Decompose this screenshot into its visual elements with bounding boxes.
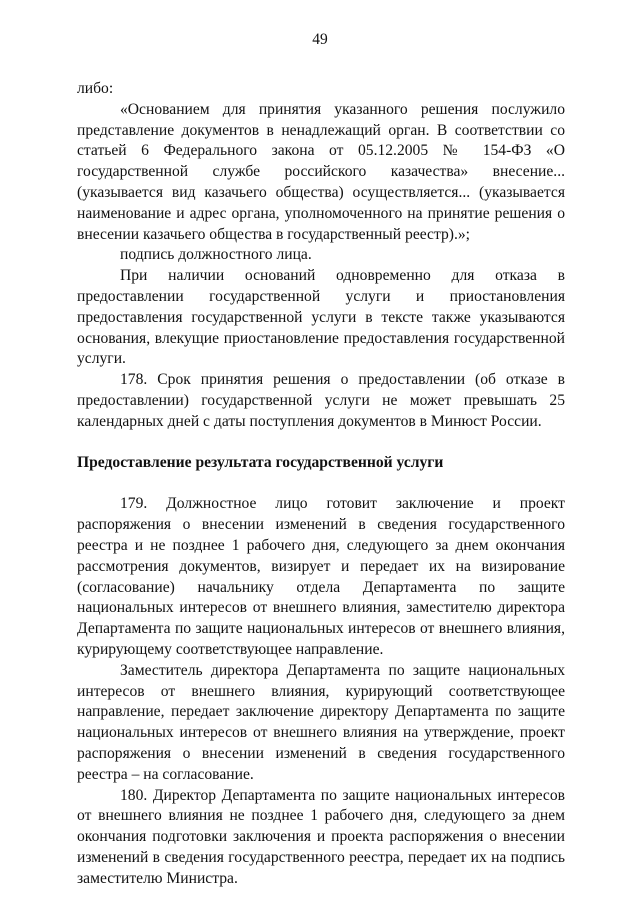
paragraph-deputy-director: Заместитель директора Департамента по защите национальных интересов от внешнего влияния, курирующий соответствующее направление, передает заключение директору Департамента по защите национальных интересов от внешнего влияния на утверждение, проект распоряжения о внесении изменений в сведения государственного реестра – на согласование. [77, 661, 565, 783]
document-body [77, 79, 565, 889]
paragraph-178: 178. Срок принятия решения о предоставлении (об отказе в предоставлении) государственной услуги не может превышать 25 календарных дней с даты поступления документов в Минюст России. [77, 371, 565, 430]
paragraph-180: 180. Директор Департамента по защите национальных интересов от внешнего влияния не позднее 1 рабочего дня, следующего за днем окончания подготовки заключения и проекта распоряжения о внесении изменений в сведения государственного реестра, передает их на подпись заместителю Министра. [77, 786, 565, 887]
paragraph-refusal-reason-quote: «Основанием для принятия указанного решения послужило представление документов в ненадлежащий орган. В соответствии со статьей 6 Федерального закона от 05.12.2005 № 154-ФЗ «О государственной службе российского казачества» внесение... (указывается вид казачьего общества) осуществляется... (указывается наименование и адрес органа, уполномоченного на принятие решения о внесении казачьего общества в государственный реестр).»; [77, 100, 565, 243]
paragraph-179: 179. Должностное лицо готовит заключение и проект распоряжения о внесении изменений в сведения государственного реестра и не позднее 1 рабочего дня, следующего за днем окончания рассмотрения документов, визирует и передает их на визирование (согласование) начальнику отдела Департамента по защите национальных интересов от внешнего влияния, заместителю директора Департамента по защите национальных интересов от внешнего влияния, курирующему соответствующее направление. [77, 495, 565, 658]
page-number: 49 [312, 31, 328, 48]
paragraph-signature: подпись должностного лица. [120, 246, 312, 264]
paragraph-combined-grounds: При наличии оснований одновременно для отказа в предоставлении государственной услуги и приостановления предоставления государственной услуги в тексте также указываются основания, влекущие приостановление предоставления государственной услуги. [77, 267, 565, 368]
paragraph-alternative: либо: [77, 80, 114, 97]
section-heading: Предоставление результата государственной услуги [77, 453, 444, 471]
